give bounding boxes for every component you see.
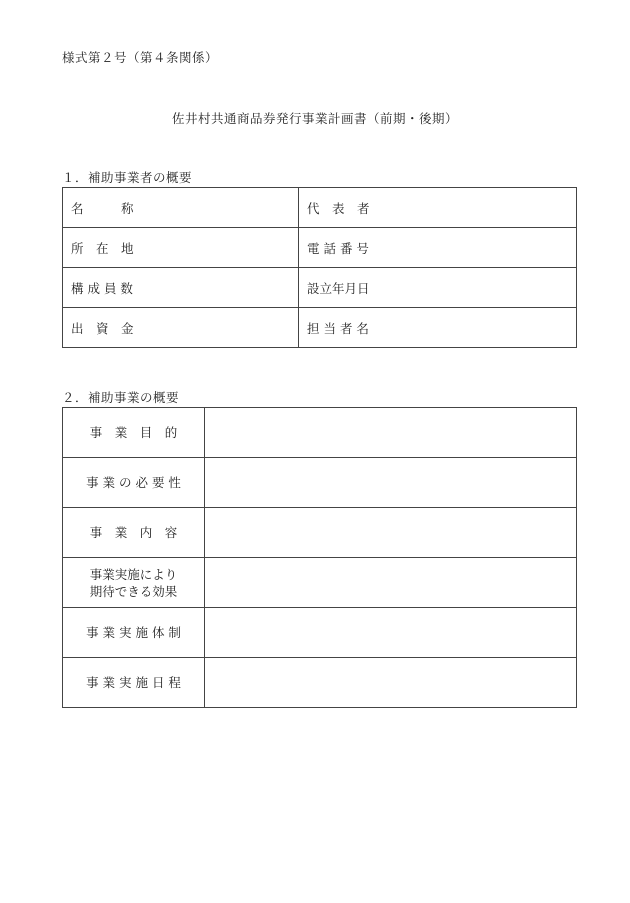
- field-value-project-purpose[interactable]: [205, 408, 577, 458]
- table-row: [63, 228, 577, 268]
- field-label-project-necessity: 事 業 の 必 要 性: [63, 458, 205, 508]
- field-label-project-purpose: 事 業 目 的: [63, 408, 205, 458]
- table-row: [63, 308, 577, 348]
- applicant-overview-table: [62, 187, 577, 348]
- table-row: [63, 408, 577, 458]
- table-row: [63, 558, 577, 608]
- form-number-label: 様式第２号（第４条関係）: [62, 50, 219, 65]
- section-heading-project-overview: ２．補助事業の概要: [62, 390, 180, 405]
- field-value-project-necessity[interactable]: [205, 458, 577, 508]
- field-value-expected-effects[interactable]: [205, 558, 577, 608]
- field-label-address: 所 在 地: [63, 228, 299, 268]
- field-label-contact-person: 担 当 者 名: [299, 308, 577, 348]
- section-heading-applicant-overview: １．補助事業者の概要: [62, 170, 193, 185]
- field-value-project-content[interactable]: [205, 508, 577, 558]
- field-value-implementation-structure[interactable]: [205, 608, 577, 658]
- table-row: [63, 188, 577, 228]
- table-row: [63, 608, 577, 658]
- field-label-representative: 代 表 者: [299, 188, 577, 228]
- table-row: [63, 658, 577, 708]
- field-label-member-count: 構 成 員 数: [63, 268, 299, 308]
- document-title: 佐井村共通商品券発行事業計画書（前期・後期）: [171, 111, 458, 126]
- field-label-expected-effects: 事業実施により 期待できる効果: [63, 558, 205, 608]
- project-overview-table: [62, 407, 577, 708]
- table-row: [63, 458, 577, 508]
- field-value-implementation-schedule[interactable]: [205, 658, 577, 708]
- field-label-implementation-structure: 事 業 実 施 体 制: [63, 608, 205, 658]
- field-label-capital: 出 資 金: [63, 308, 299, 348]
- field-label-project-content: 事 業 内 容: [63, 508, 205, 558]
- field-label-name: 名 称: [63, 188, 299, 228]
- field-label-implementation-schedule: 事 業 実 施 日 程: [63, 658, 205, 708]
- table-row: [63, 268, 577, 308]
- table-row: [63, 508, 577, 558]
- field-label-established-date: 設立年月日: [299, 268, 577, 308]
- field-label-phone-number: 電 話 番 号: [299, 228, 577, 268]
